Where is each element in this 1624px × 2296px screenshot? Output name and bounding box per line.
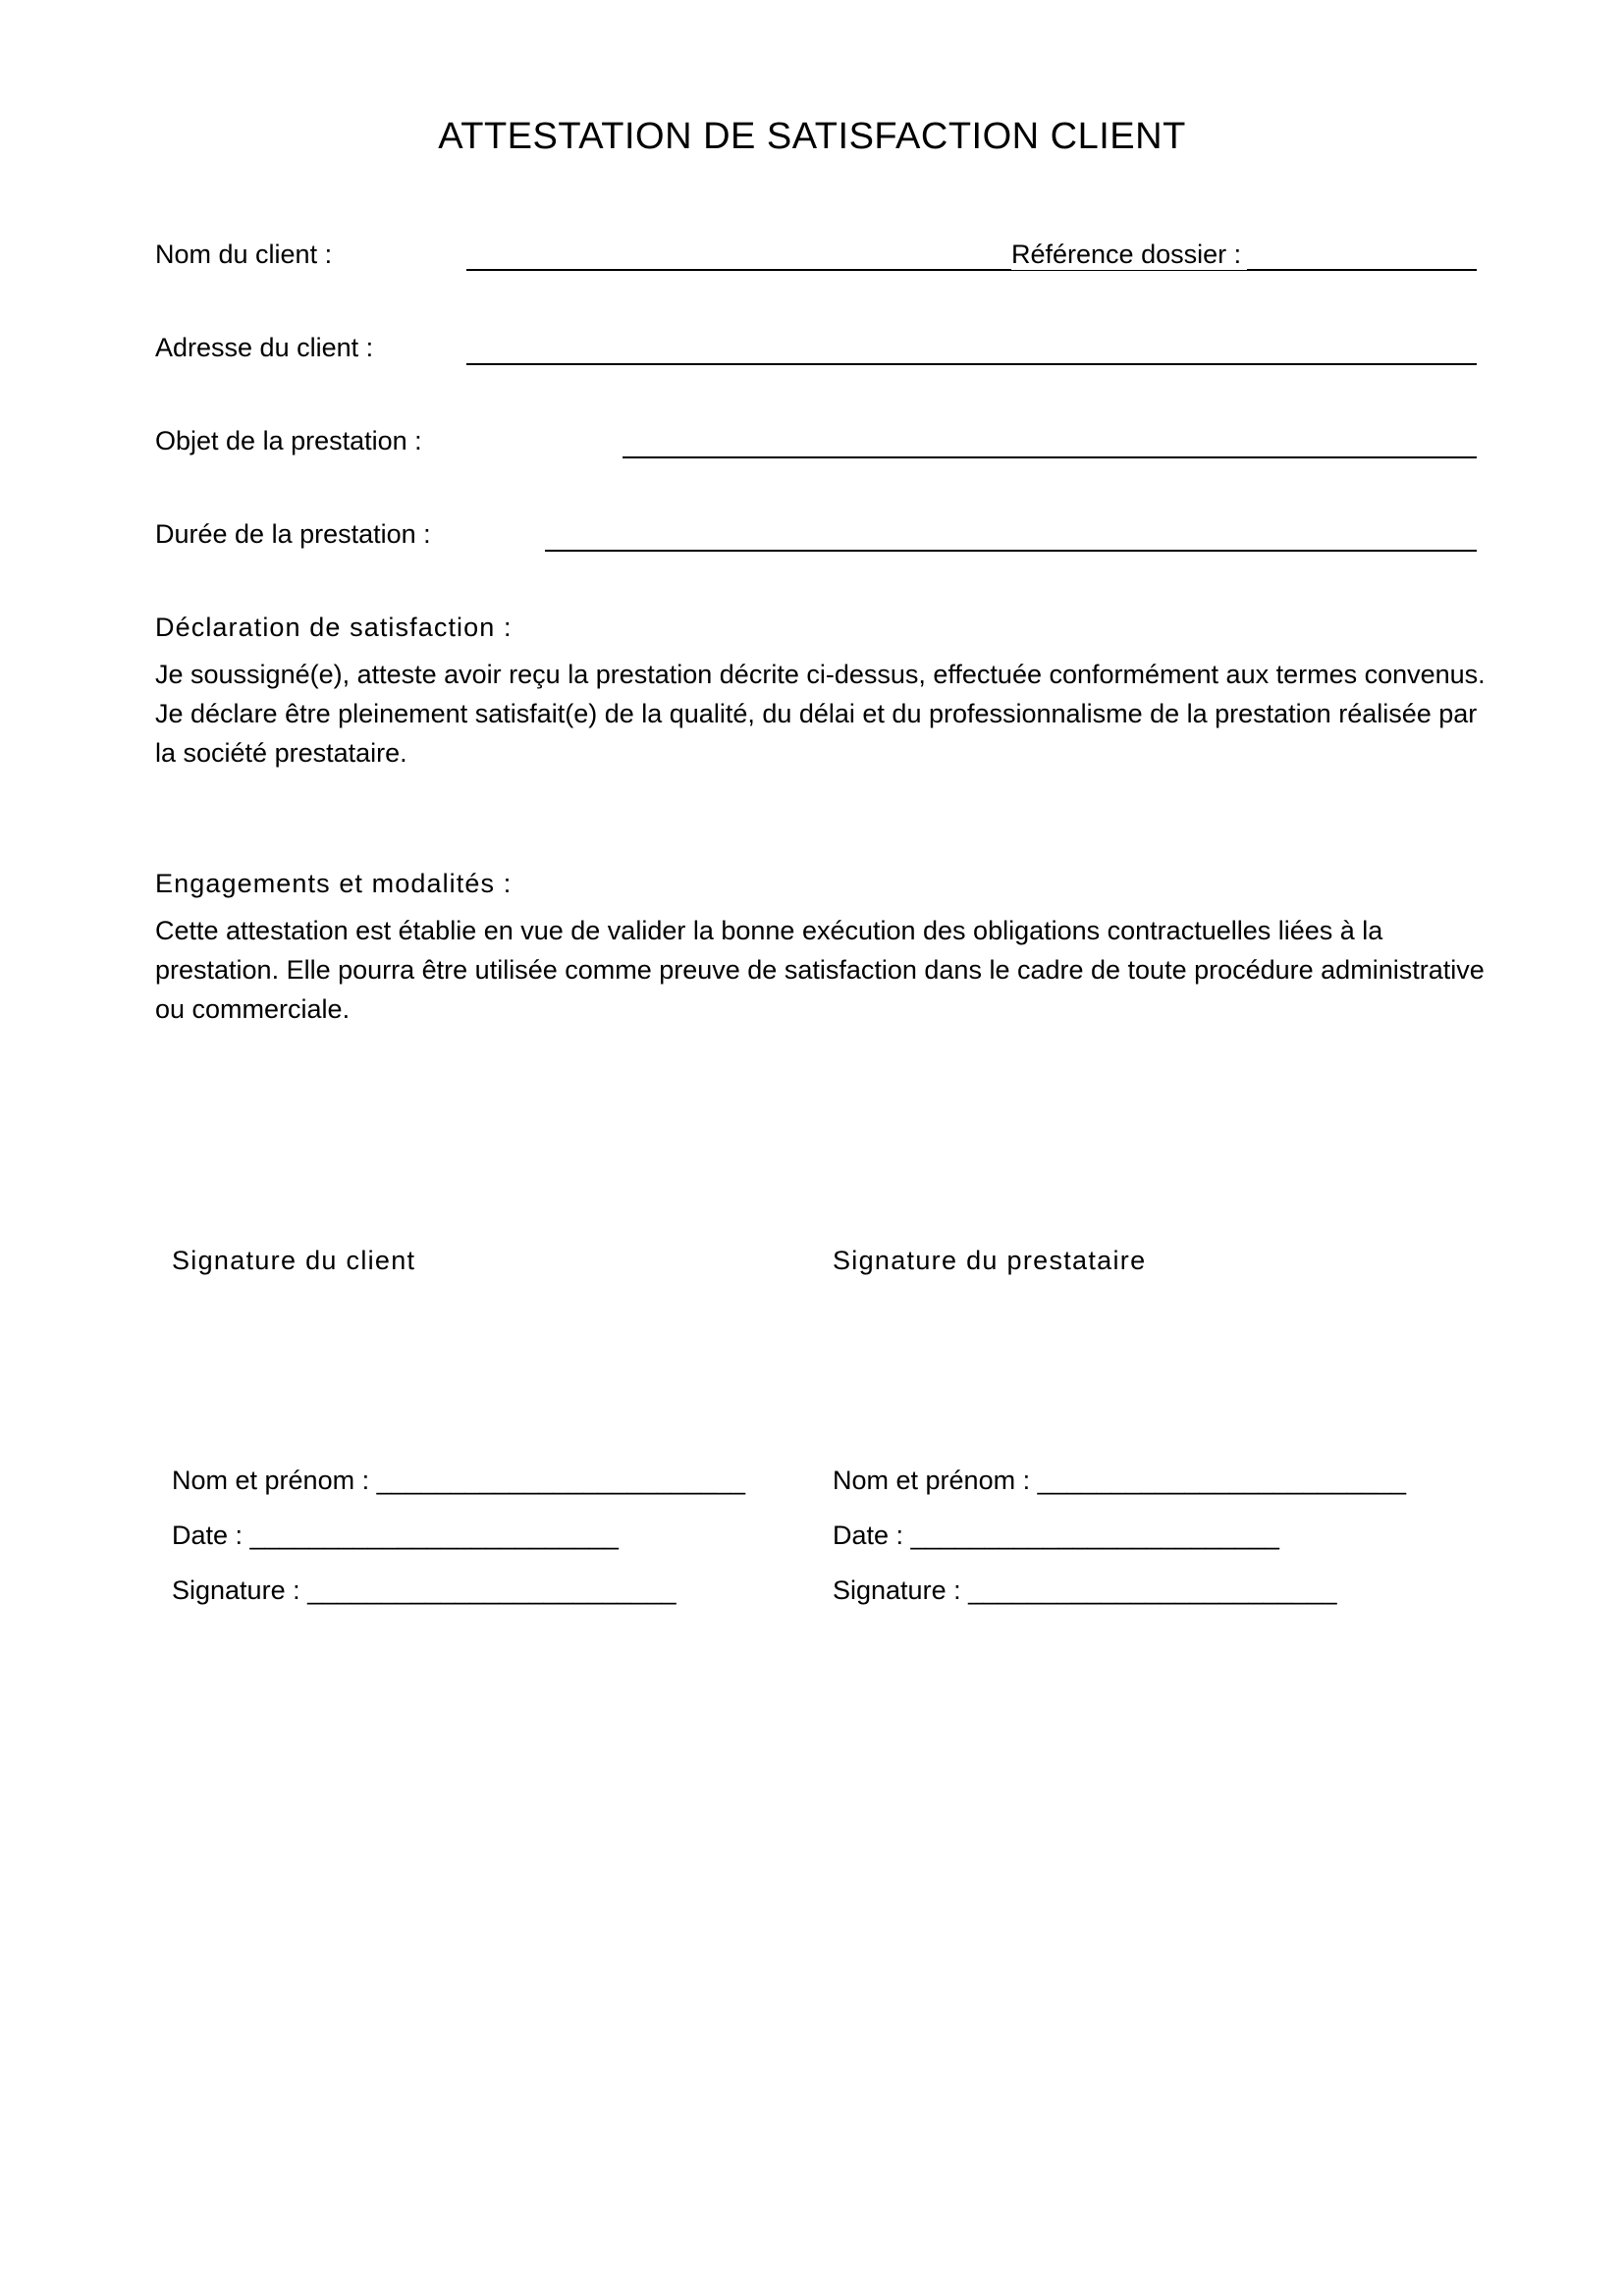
provider-signature-line[interactable]: Signature : _________________________ <box>833 1575 1337 1605</box>
client-address-field-line[interactable] <box>466 363 1477 365</box>
declaration-paragraph: Je soussigné(e), atteste avoir reçu la prestation décrite ci-dessus, effectuée conformément aux termes convenus. Je déclare être pleinement satisfait(e) de la qualité, du délai et du professionnalisme de la prestation réalisée par la société prestataire. <box>155 660 1486 768</box>
provider-date-line[interactable]: Date : _________________________ <box>833 1521 1279 1550</box>
client-signature-line[interactable]: Signature : _________________________ <box>172 1575 677 1605</box>
provider-name-line[interactable]: Nom et prénom : _________________________ <box>833 1466 1406 1495</box>
client-signature-heading: Signature du client <box>172 1246 416 1275</box>
commitments-paragraph: Cette attestation est établie en vue de valider la bonne exécution des obligations contractuelles liées à la prestation. Elle pourra être utilisée comme preuve de satisfaction dans le cadre de toute procédure administrative ou commerciale. <box>155 916 1485 1024</box>
commitments-heading: Engagements et modalités : <box>155 869 513 898</box>
provider-signature-heading: Signature du prestataire <box>833 1246 1147 1275</box>
client-date-line[interactable]: Date : _________________________ <box>172 1521 619 1550</box>
client-name-field-line[interactable] <box>466 269 1477 271</box>
service-object-field-line[interactable] <box>623 456 1477 458</box>
client-name-label: Nom du client : <box>155 240 333 269</box>
reference-label: Référence dossier : <box>1011 239 1247 270</box>
service-duration-field-line[interactable] <box>545 550 1477 552</box>
service-object-label: Objet de la prestation : <box>155 426 422 455</box>
client-address-label: Adresse du client : <box>155 333 374 362</box>
client-name-line[interactable]: Nom et prénom : _________________________ <box>172 1466 745 1495</box>
document-title: ATTESTATION DE SATISFACTION CLIENT <box>438 116 1186 157</box>
declaration-heading: Déclaration de satisfaction : <box>155 613 513 642</box>
service-duration-label: Durée de la prestation : <box>155 519 431 549</box>
